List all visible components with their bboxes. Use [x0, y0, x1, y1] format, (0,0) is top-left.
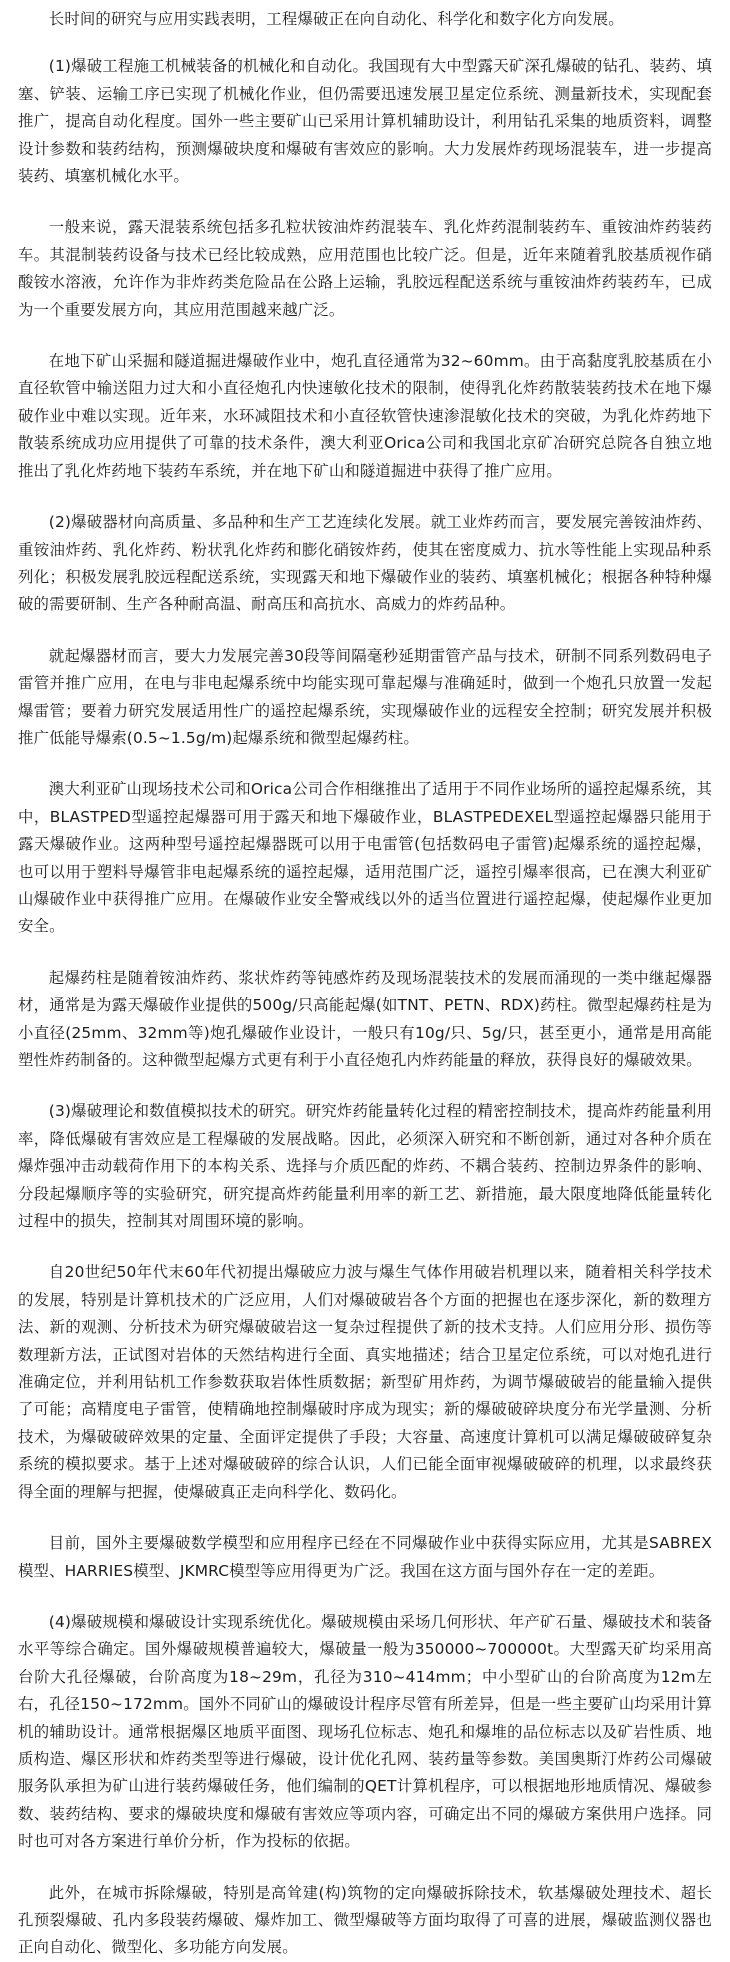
- paragraph-booster: 起爆药柱是随着铵油炸药、浆状炸药等钝感炸药及现场混装技术的发展而涌现的一类中继起爆器材，通常是为露天爆破作业提供的500g/只高能起爆(如TNT、PETN、RDX)药柱。微型起爆药柱是为小直径(25mm、32mm等)炮孔爆破作业设计，一般只有10g/只、5g/只，甚至更小，通常是用高能塑性炸药制备的。这种微型起爆方式更有利于小直径炮孔内炸药能量的释放，获得良好的爆破效果。: [18, 968, 712, 1069]
- paragraph-remote-initiation: 澳大利亚矿山现场技术公司和Orica公司合作相继推出了适用于不同作业场所的遥控起爆系统，其中，BLASTPED型遥控起爆器可用于露天和地下爆破作业，BLASTPEDEXEL型遥控起爆器只能用于露天爆破作业。这两种型号遥控起爆器既可以用于电雷管(包括数码电子雷管)起爆系统的遥控起爆，也可以用于塑料导爆管非电起爆系统的遥控起爆，适用范围广泛，遥控引爆率很高，已在澳大利亚矿山爆破作业中获得推广应用。在爆破作业安全警戒线以外的适当位置进行遥控起爆，使起爆作业更加安全。: [18, 780, 712, 936]
- paragraph-mechanization: (1)爆破工程施工机械装备的机械化和自动化。我国现有大中型露天矿深孔爆破的钻孔、装药、填塞、铲装、运输工序已实现了机械化作业，但仍需要迅速发展卫星定位系统、测量新技术，实现配套推广，提高自动化程度。国外一些主要矿山已采用计算机辅助设计，利用钻孔采集的地质资料，调整设计参数和装药结构，预测爆破块度和爆破有害效应的影响。大力发展炸药现场混装车，进一步提高装药、填塞机械化水平。: [18, 57, 712, 186]
- paragraph-open-pit-mixing: 一般来说，露天混装系统包括多孔粒状铵油炸药混装车、乳化炸药混制装药车、重铵油炸药装药车。其混制装药设备与技术已经比较成熟，应用范围也比较广泛。但是，近年来随着乳胶基质视作硝酸铵水溶液，允许作为非炸药类危险品在公路上运输，乳胶远程配送系统与重铵油炸药装药车，已成为一个重要发展方向，其应用范围越来越广泛。: [18, 218, 712, 319]
- paragraph-models: 目前，国外主要爆破数学模型和应用程序已经在不同爆破作业中获得实际应用，尤其是SABREX模型、HARRIES模型、JKMRC模型等应用得更为广泛。我国在这方面与国外存在一定的差距。: [18, 1534, 712, 1580]
- paragraph-initiation-materials: 就起爆器材而言，要大力发展完善30段等间隔毫秒延期雷管产品与技术，研制不同系列数码电子雷管并推广应用，在电与非电起爆系统中均能实现可靠起爆与准确延时，做到一个炮孔只放置一发起爆雷管；要着力研究发展适用性广的遥控起爆系统，实现爆破作业的远程安全控制；研究发展并积极推广低能导爆索(0.5~1.5g/m)起爆系统和微型起爆药柱。: [18, 646, 712, 747]
- paragraph-urban-demolition: 此外，在城市拆除爆破，特别是高耸建(构)筑物的定向爆破拆除技术，软基爆破处理技术、超长孔预裂爆破、孔内多段装药爆破、爆炸加工、微型爆破等方面均取得了可喜的进展，爆破监测仪器也正向自动化、微型化、多功能方向发展。: [18, 1883, 712, 1957]
- paragraph-scale-design: (4)爆破规模和爆破设计实现系统优化。爆破规模由采场几何形状、年产矿石量、爆破技术和装备水平等综合确定。国外爆破规模普遍较大，爆破量一般为350000~700000t。大型露天矿均采用高台阶大孔径爆破，台阶高度为18~29m，孔径为310~414mm；中小型矿山的台阶高度为12m左右，孔径150~172mm。国外不同矿山的爆破设计程序尽管有所差异，但是一些主要矿山均采用计算机的辅助设计。通常根据爆区地质平面图、现场孔位标志、炮孔和爆堆的品位标志以及矿岩性质、地质构造、爆区形状和炸药类型等进行爆破，设计优化孔网、装药量等参数。美国奥斯汀炸药公司爆破服务队承担为矿山进行装药爆破任务，他们编制的QET计算机程序，可以根据地形地质情况、爆破参数、装药结构、要求的爆破块度和爆破有害效应等项内容，可确定出不同的爆破方案供用户选择。同时也可对各方案进行单价分析，作为投标的依据。: [18, 1612, 712, 1851]
- paragraph-rock-breaking-mechanism: 自20世纪50年代末60年代初提出爆破应力波与爆生气体作用破岩机理以来，随着相关科学技术的发展，特别是计算机技术的广泛应用，人们对爆破破岩各个方面的把握也在逐步深化，新的数理方法、新的观测、分析技术为研究爆破破岩这一复杂过程提供了新的技术支持。人们应用分形、损伤等数理新方法，正试图对岩体的天然结构进行全面、真实地描述；结合卫星定位系统，可以对炮孔进行准确定位，并利用钻机工作参数获取岩体性质数据；新型矿用炸药，为调节爆破破岩的能量输入提供了可能；高精度电子雷管，使精确地控制爆破时序成为现实；新的爆破破碎块度分布光学量测、分析技术，为爆破破碎效果的定量、全面评定提供了手段；大容量、高速度计算机可以满足爆破破碎复杂系统的模拟要求。基于上述对爆破破碎的综合认识，人们已能全面审视爆破破碎的机理，以求最终获得全面的理解与把握，使爆破真正走向科学化、数码化。: [18, 1263, 712, 1501]
- intro-paragraph: 长时间的研究与应用实践表明，工程爆破正在向自动化、科学化和数字化方向发展。: [48, 10, 624, 28]
- paragraph-underground-charging: 在地下矿山采掘和隧道掘进爆破作业中，炮孔直径通常为32~60mm。由于高黏度乳胶基质在小直径软管中输送阻力过大和小直径炮孔内快速敏化技术的限制，使得乳化炸药散装装药技术在地下爆破作业中难以实现。近年来，水环减阻技术和小直径软管快速渗混敏化技术的突破，为乳化炸药地下散装系统成功应用提供了可靠的技术条件，澳大利亚Orica公司和我国北京矿冶研究总院各自独立地推出了乳化炸药地下装药车系统，并在地下矿山和隧道掘进中获得了推广应用。: [18, 352, 712, 480]
- paragraph-theory-simulation: (3)爆破理论和数值模拟技术的研究。研究炸药能量转化过程的精密控制技术，提高炸药能量利用率，降低爆破有害效应是工程爆破的发展战略。因此，必须深入研究和不断创新，通过对各种介质在爆炸强冲击动载荷作用下的本构关系、选择与介质匹配的炸药、不耦合装药、控制边界条件的影响、分段起爆顺序等的实验研究，研究提高炸药能量利用率的新工艺、新措施，最大限度地降低能量转化过程中的损失，控制其对周围环境的影响。: [18, 1102, 712, 1231]
- paragraph-blasting-materials: (2)爆破器材向高质量、多品种和生产工艺连续化发展。就工业炸药而言，要发展完善铵油炸药、重铵油炸药、乳化炸药、粉状乳化炸药和膨化硝铵炸药，使其在密度威力、抗水等性能上实现品种系列化；积极发展乳胶远程配送系统，实现露天和地下爆破作业的装药、填塞机械化；根据各种特种爆破的需要研制、生产各种耐高温、耐高压和高抗水、高威力的炸药品种。: [18, 513, 712, 614]
